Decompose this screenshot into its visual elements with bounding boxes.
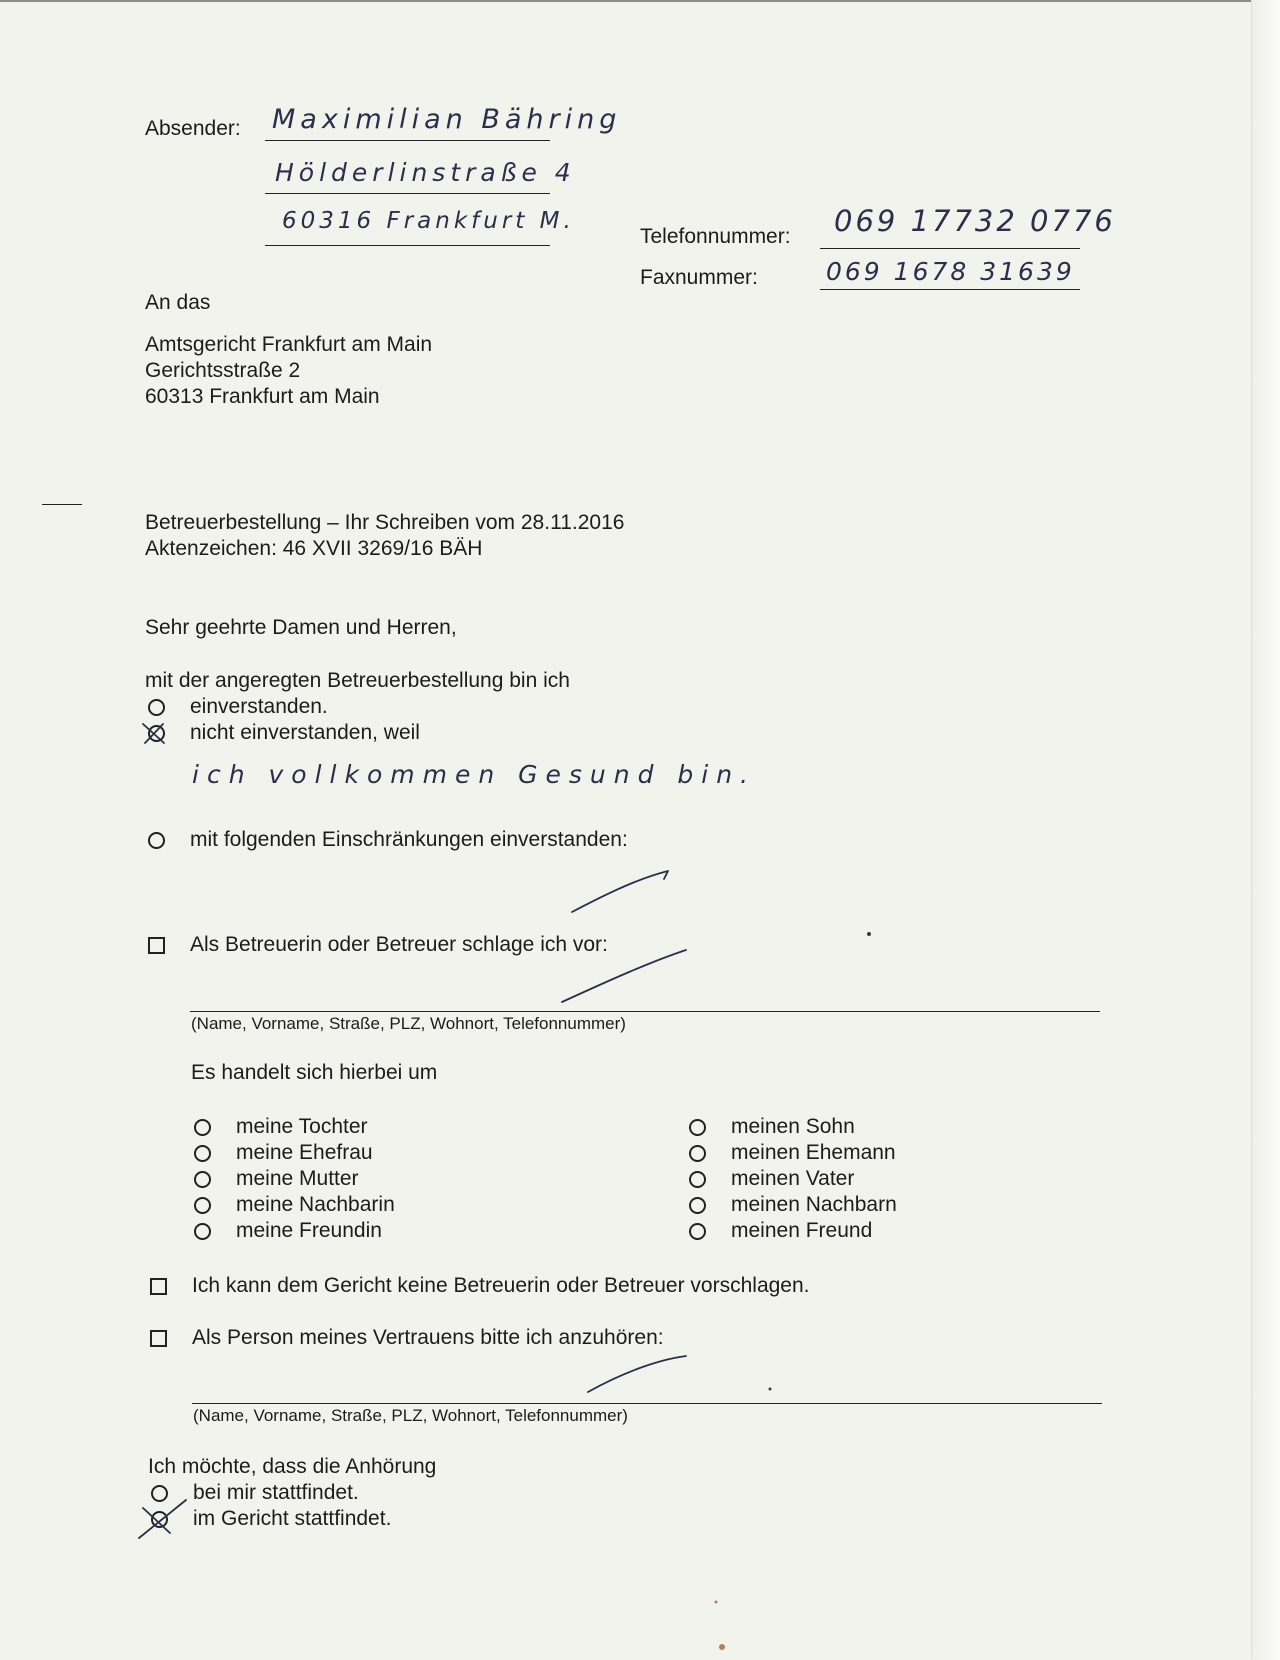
- no-proposal-label: Ich kann dem Gericht keine Betreuerin oder Betreuer vorschlagen.: [192, 1274, 810, 1297]
- sender-label: Absender:: [145, 117, 241, 140]
- option-agree-label: einverstanden.: [190, 695, 328, 718]
- relation-right-2: meinen Vater: [731, 1167, 855, 1190]
- cross-mark-disagree: [143, 724, 164, 743]
- phone-label: Telefonnummer:: [640, 225, 791, 248]
- speck-4: [715, 1601, 718, 1604]
- relation-left-3: meine Nachbarin: [236, 1193, 395, 1216]
- reason-field[interactable]: ich vollkommen Gesund bin.: [192, 760, 757, 789]
- hearing-court-label: im Gericht stattfindet.: [193, 1507, 392, 1530]
- sender-street-field[interactable]: Hölderlinstraße 4: [275, 158, 576, 187]
- recipient-intro: An das: [145, 291, 211, 314]
- strike-trust-person: [588, 1356, 686, 1392]
- trust-person-hint: (Name, Vorname, Straße, PLZ, Wohnort, Telefonnummer): [193, 1406, 628, 1425]
- relation-left-1: meine Ehefrau: [236, 1141, 373, 1164]
- consent-intro: mit der angeregten Betreuerbestellung bin ich: [145, 669, 570, 692]
- strike-restrictions: [572, 871, 668, 912]
- speck-2: [769, 1388, 772, 1391]
- relation-intro: Es handelt sich hierbei um: [191, 1061, 438, 1084]
- recipient-line-3: 60313 Frankfurt am Main: [145, 385, 380, 408]
- option-disagree-label: nicht einverstanden, weil: [190, 721, 420, 744]
- strike-proposal: [562, 950, 686, 1002]
- relation-right-3: meinen Nachbarn: [731, 1193, 897, 1216]
- hearing-home-label: bei mir stattfindet.: [193, 1481, 359, 1504]
- phone-field[interactable]: 069 17732 0776: [834, 204, 1116, 238]
- speck-1: [867, 932, 871, 936]
- recipient-line-1: Amtsgericht Frankfurt am Main: [145, 333, 433, 356]
- fax-field[interactable]: 069 1678 31639: [826, 257, 1075, 286]
- relation-left-0: meine Tochter: [236, 1115, 368, 1138]
- fax-label: Faxnummer:: [640, 266, 758, 289]
- relation-right-4: meinen Freund: [731, 1219, 873, 1242]
- relation-left-2: meine Mutter: [236, 1167, 359, 1190]
- relation-left-4: meine Freundin: [236, 1219, 382, 1242]
- option-restrictions-label: mit folgenden Einschränkungen einverstanden:: [190, 828, 628, 851]
- subject-line-1: Betreuerbestellung – Ihr Schreiben vom 28.11.2016: [145, 511, 625, 534]
- relation-right-1: meinen Ehemann: [731, 1141, 896, 1164]
- cross-mark-court: [139, 1500, 186, 1538]
- speck-3: [719, 1644, 725, 1650]
- trust-person-label: Als Person meines Vertrauens bitte ich anzuhören:: [192, 1326, 664, 1349]
- sender-name-field[interactable]: Maximilian Bähring: [272, 104, 622, 135]
- sender-city-field[interactable]: 60316 Frankfurt M.: [282, 208, 575, 234]
- subject-line-2: Aktenzeichen: 46 XVII 3269/16 BÄH: [145, 537, 483, 560]
- recipient-line-2: Gerichtsstraße 2: [145, 359, 301, 382]
- greeting: Sehr geehrte Damen und Herren,: [145, 616, 457, 639]
- hearing-intro: Ich möchte, dass die Anhörung: [148, 1455, 437, 1478]
- proposal-label: Als Betreuerin oder Betreuer schlage ich vor:: [190, 933, 608, 956]
- proposal-hint: (Name, Vorname, Straße, PLZ, Wohnort, Telefonnummer): [191, 1014, 626, 1033]
- relation-right-0: meinen Sohn: [731, 1115, 855, 1138]
